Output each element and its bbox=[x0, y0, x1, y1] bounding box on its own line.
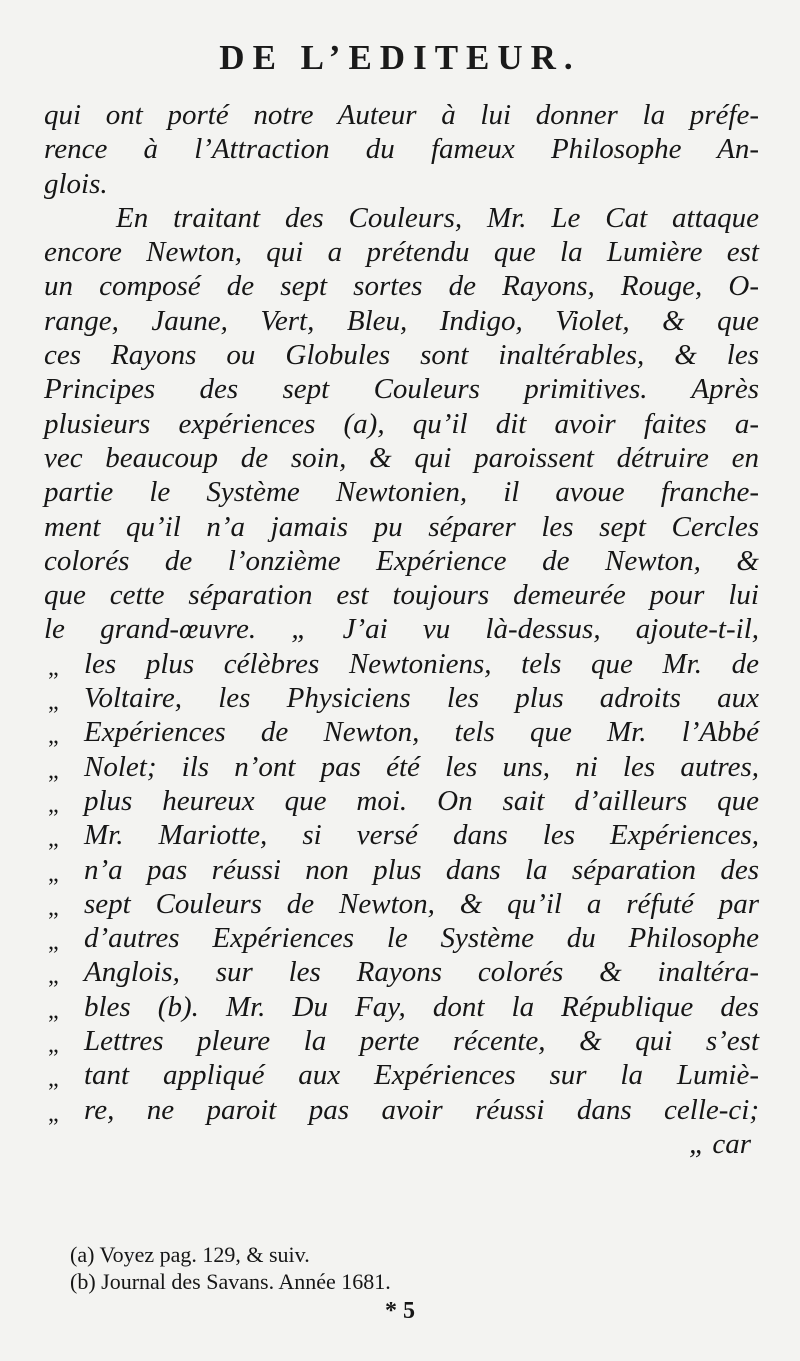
quote-mark: „ bbox=[48, 963, 59, 990]
running-head: DE L’EDITEUR. bbox=[219, 38, 581, 77]
quote-mark: „ bbox=[48, 654, 59, 681]
text-line: plusieurs expériences (a), qu’il dit avoir faites a- bbox=[44, 407, 759, 440]
text-line: qui ont porté notre Auteur à lui donner la préfe- bbox=[44, 99, 759, 131]
quoted-text: les plus célèbres Newtoniens, tels que Mr. de bbox=[84, 647, 759, 680]
quoted-line bbox=[44, 921, 759, 955]
quoted-line bbox=[44, 715, 759, 749]
quoted-line bbox=[44, 681, 759, 715]
quoted-line bbox=[44, 1024, 759, 1058]
quoted-line bbox=[44, 853, 759, 887]
text-line: le grand-œuvre. „ J’ai vu là-dessus, ajoute-t-il, bbox=[44, 613, 759, 646]
quoted-text: Anglois, sur les Rayons colorés & inaltéra- bbox=[84, 956, 759, 989]
text-line: rence à l’Attraction du fameux Philosophe An- bbox=[44, 133, 759, 166]
quoted-text: Voltaire, les Physiciens les plus adroits aux bbox=[84, 682, 759, 715]
quoted-text: plus heureux que moi. On sait d’ailleurs que bbox=[84, 784, 759, 817]
quote-mark: „ bbox=[48, 1066, 59, 1093]
quoted-text: Expériences de Newton, tels que Mr. l’Abbé bbox=[84, 716, 759, 749]
quoted-text: sept Couleurs de Newton, & qu’il a réfuté par bbox=[84, 887, 759, 920]
quote-mark: „ bbox=[48, 757, 59, 784]
quoted-text: Lettres pleure la perte récente, & qui s’est bbox=[84, 1025, 759, 1058]
quote-mark: „ bbox=[48, 1032, 59, 1059]
text-line: colorés de l’onzième Expérience de Newton, & bbox=[44, 544, 759, 577]
quote-mark: „ bbox=[48, 1100, 59, 1127]
quoted-line bbox=[44, 647, 759, 681]
quoted-text: re, ne paroit pas avoir réussi dans celle-ci; bbox=[84, 1093, 759, 1126]
quoted-line bbox=[44, 784, 759, 818]
catchword: „ car bbox=[688, 1127, 751, 1160]
quoted-text: Nolet; ils n’ont pas été les uns, ni les autres, bbox=[84, 750, 759, 783]
text-line: ces Rayons ou Globules sont inaltérables, & les bbox=[44, 339, 759, 372]
text-line: range, Jaune, Vert, Bleu, Indigo, Violet, & que bbox=[44, 304, 759, 337]
text-line: encore Newton, qui a prétendu que la Lumière est bbox=[44, 236, 759, 269]
signature-mark: * 5 bbox=[385, 1298, 415, 1324]
quoted-line bbox=[44, 990, 759, 1024]
quoted-text: Mr. Mariotte, si versé dans les Expériences, bbox=[84, 819, 759, 852]
quoted-text: tant appliqué aux Expériences sur la Lumiè- bbox=[84, 1059, 759, 1092]
text-line: partie le Système Newtonien, il avoue franche- bbox=[44, 476, 759, 509]
text-line: vec beaucoup de soin, & qui paroissent détruire en bbox=[44, 441, 759, 474]
quote-mark: „ bbox=[48, 826, 59, 853]
quote-mark: „ bbox=[48, 723, 59, 750]
footnotes bbox=[70, 1241, 750, 1295]
text-line: glois. bbox=[44, 167, 108, 200]
quote-mark: „ bbox=[48, 860, 59, 887]
quote-mark: „ bbox=[48, 997, 59, 1024]
quoted-line bbox=[44, 818, 759, 852]
body-text bbox=[44, 98, 759, 1161]
text-line: Principes des sept Couleurs primitives. Après bbox=[44, 373, 759, 406]
quoted-line bbox=[44, 1058, 759, 1092]
text-line: que cette séparation est toujours demeurée pour lui bbox=[44, 579, 759, 612]
quote-mark: „ bbox=[48, 894, 59, 921]
footnote-a: (a) Voyez pag. 129, & suiv. bbox=[70, 1242, 310, 1267]
quote-mark: „ bbox=[48, 791, 59, 818]
text-line: En traitant des Couleurs, Mr. Le Cat attaque bbox=[116, 201, 759, 234]
quoted-line bbox=[44, 955, 759, 989]
quote-mark: „ bbox=[48, 929, 59, 956]
quoted-text: d’autres Expériences le Système du Philosophe bbox=[84, 922, 759, 955]
quoted-text: bles (b). Mr. Du Fay, dont la République des bbox=[84, 990, 759, 1023]
text-line: ment qu’il n’a jamais pu séparer les sept Cercles bbox=[44, 510, 759, 543]
quoted-text: n’a pas réussi non plus dans la séparation des bbox=[84, 853, 759, 886]
footnote-b: (b) Journal des Savans. Année 1681. bbox=[70, 1269, 391, 1294]
quoted-line bbox=[44, 887, 759, 921]
quoted-line bbox=[44, 750, 759, 784]
text-line: un composé de sept sortes de Rayons, Rouge, O- bbox=[44, 270, 759, 303]
quoted-line bbox=[44, 1093, 759, 1127]
quote-mark: „ bbox=[48, 689, 59, 716]
